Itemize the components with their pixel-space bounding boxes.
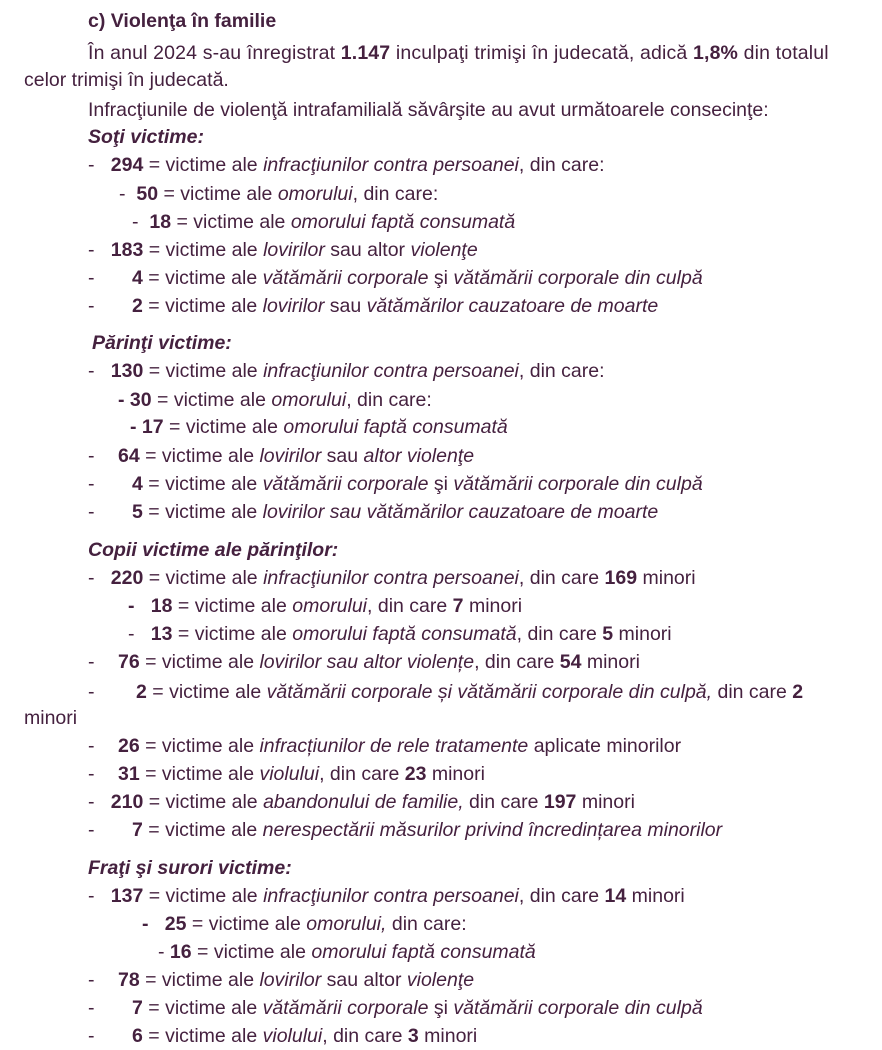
list-item-content: 31 = victime ale violului, din care 23 minori xyxy=(118,763,485,785)
list-item: - 137 = victime ale infracţiunilor contra persoanei, din care 14 minori xyxy=(88,885,685,907)
heading-soti: Soţi victime: xyxy=(88,126,204,148)
list-item-content: 76 = victime ale lovirilor sau altor violențe, din care 54 minori xyxy=(118,651,640,673)
list-item-content: 4 = victime ale vătămării corporale şi vătămării corporale din culpă xyxy=(132,267,703,289)
list-item-content: 2 = victime ale vătămării corporale și vătămării corporale din culpă, din care 2 xyxy=(136,681,804,703)
list-item: - xyxy=(88,681,95,703)
heading-parinti: Părinţi victime: xyxy=(92,332,232,354)
list-item: - 50 = victime ale omorului, din care: xyxy=(119,183,439,205)
intro-line-2: celor trimişi în judecată. xyxy=(24,69,229,91)
list-item: - 30 = victime ale omorului, din care: xyxy=(118,389,432,411)
list-item-content: 4 = victime ale vătămării corporale şi vătămării corporale din culpă xyxy=(132,473,703,495)
list-item: - 16 = victime ale omorului faptă consumată xyxy=(158,941,536,963)
list-item-continuation: minori xyxy=(24,707,78,729)
section-title: c) Violenţa în familie xyxy=(88,10,277,32)
list-item: - xyxy=(88,1025,95,1047)
consequences-line: Infracţiunile de violenţă intrafamilială săvârşite au avut următoarele consecinţe: xyxy=(88,99,769,121)
list-item: - xyxy=(88,735,95,757)
list-item: - 183 = victime ale lovirilor sau altor violenţe xyxy=(88,239,478,261)
list-item: - 294 = victime ale infracţiunilor contra persoanei, din care: xyxy=(88,154,605,176)
list-item: - xyxy=(88,819,95,841)
list-item: - xyxy=(88,473,95,495)
list-item-content: 5 = victime ale lovirilor sau vătămărilor cauzatoare de moarte xyxy=(132,501,659,523)
list-item-content: 26 = victime ale infracțiunilor de rele tratamente aplicate minorilor xyxy=(118,735,682,757)
list-item-content: 7 = victime ale vătămării corporale şi vătămării corporale din culpă xyxy=(132,997,703,1019)
list-item-content: 64 = victime ale lovirilor sau altor violenţe xyxy=(118,445,475,467)
list-item: - 18 = victime ale omorului, din care 7 minori xyxy=(128,595,523,617)
list-item: - xyxy=(88,295,95,317)
list-item-content: 78 = victime ale lovirilor sau altor violenţe xyxy=(118,969,475,991)
intro-line-1: În anul 2024 s-au înregistrat 1.147 inculpaţi trimişi în judecată, adică 1,8% din totalul xyxy=(88,42,829,64)
list-item: - xyxy=(88,997,95,1019)
heading-copii: Copii victime ale părinţilor: xyxy=(88,539,339,561)
list-item: - 13 = victime ale omorului faptă consumată, din care 5 minori xyxy=(128,623,672,645)
list-item: - 130 = victime ale infracţiunilor contra persoanei, din care: xyxy=(88,360,605,382)
list-item: - 210 = victime ale abandonului de familie, din care 197 minori xyxy=(88,791,635,813)
list-item: - xyxy=(88,763,95,785)
list-item: - xyxy=(88,445,95,467)
list-item: - 25 = victime ale omorului, din care: xyxy=(142,913,467,935)
list-item: - xyxy=(88,969,95,991)
list-item: - 18 = victime ale omorului faptă consumată xyxy=(132,211,516,233)
list-item-content: 6 = victime ale violului, din care 3 minori xyxy=(132,1025,478,1047)
list-item: - xyxy=(88,651,95,673)
list-item: - 17 = victime ale omorului faptă consumată xyxy=(130,416,508,438)
list-item: - xyxy=(88,267,95,289)
list-item-content: 2 = victime ale lovirilor sau vătămărilor cauzatoare de moarte xyxy=(132,295,659,317)
heading-frati: Fraţi şi surori victime: xyxy=(88,857,292,879)
list-item: - 220 = victime ale infracţiunilor contra persoanei, din care 169 minori xyxy=(88,567,696,589)
list-item: - xyxy=(88,501,95,523)
list-item-content: 7 = victime ale nerespectării măsurilor privind încredințarea minorilor xyxy=(132,819,723,841)
